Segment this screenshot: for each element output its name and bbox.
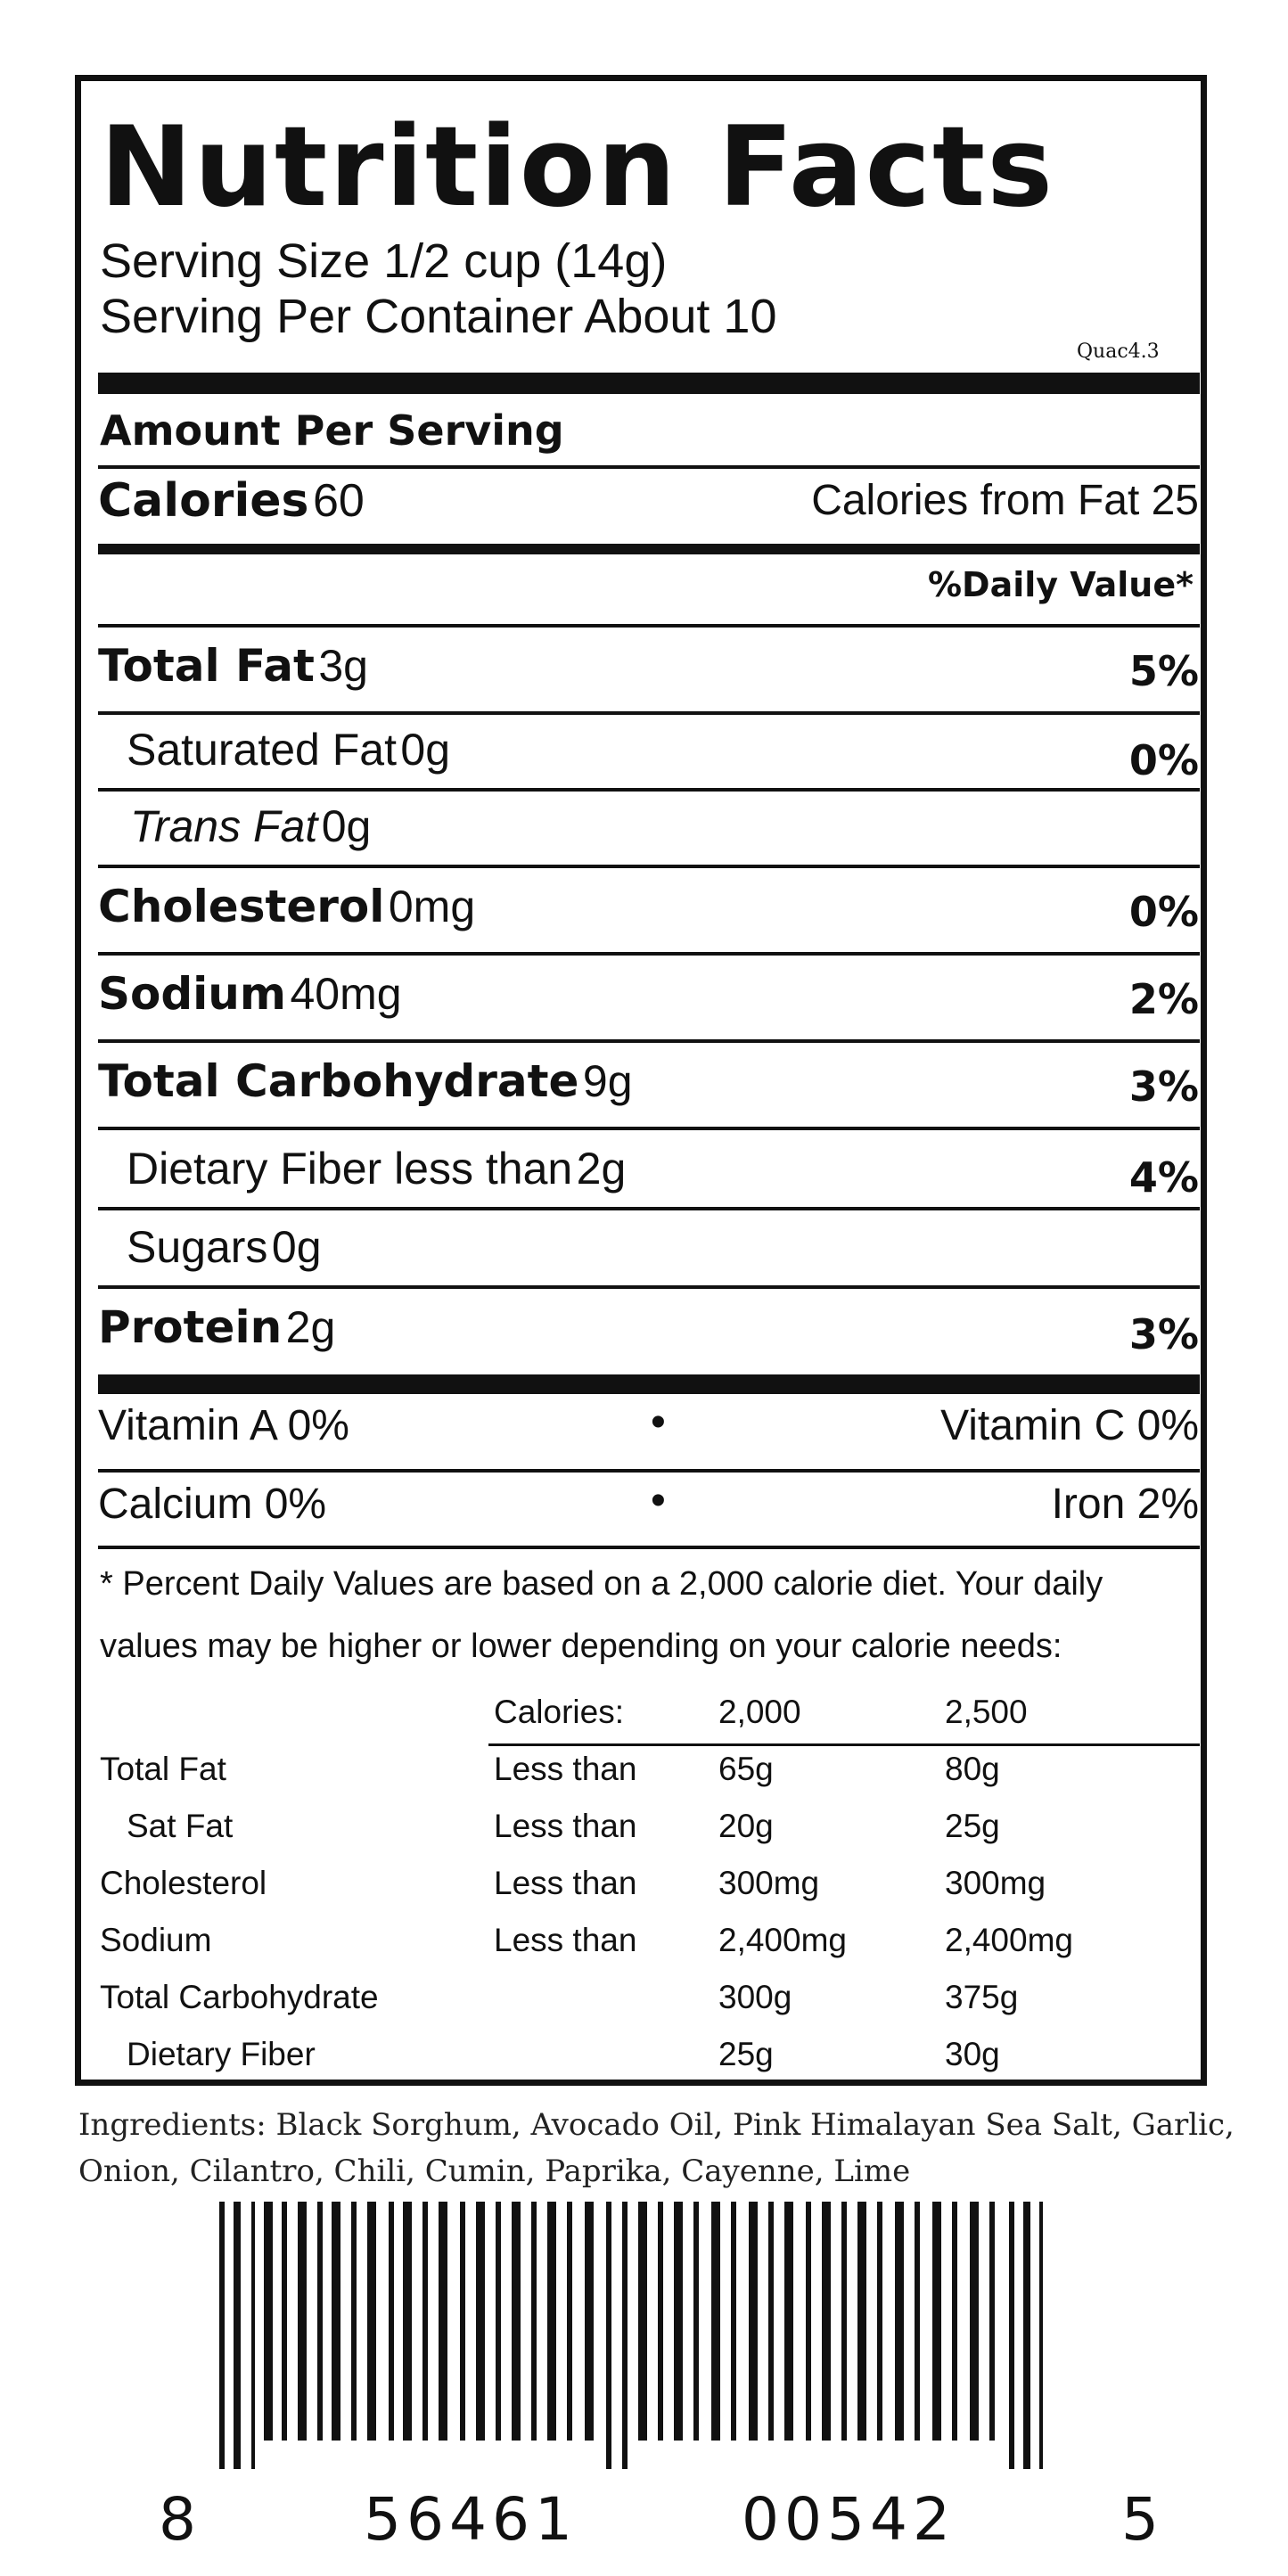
- nutrient-amount: 0mg: [388, 882, 476, 931]
- table-cell: Dietary Fiber: [127, 2036, 316, 2072]
- barcode-bar: [806, 2202, 811, 2441]
- table-cell: 300g: [718, 1979, 792, 2015]
- barcode-bar: [658, 2202, 663, 2441]
- barcode-bar: [711, 2202, 720, 2441]
- barcode: [0, 2202, 1288, 2478]
- nutrient-dv: 0%: [1128, 736, 1199, 784]
- table-cell: Sat Fat: [127, 1808, 234, 1844]
- barcode-bar: [547, 2202, 556, 2441]
- barcode-bar: [768, 2202, 774, 2441]
- calories-from-fat: Calories from Fat 25: [811, 477, 1199, 524]
- divider: [98, 1546, 1200, 1549]
- barcode-bar: [476, 2202, 485, 2441]
- table-cell: Less than: [494, 1751, 637, 1787]
- table-header: 2,500: [945, 1694, 1028, 1730]
- divider: [98, 1127, 1200, 1130]
- nutrient-amount: 9g: [582, 1056, 633, 1106]
- nutrient-dv: 2%: [1128, 975, 1199, 1023]
- barcode-bar: [512, 2202, 521, 2441]
- barcode-bar: [638, 2202, 647, 2441]
- nutrient-row-sugars: [127, 1221, 1190, 1284]
- barcode-bar: [317, 2202, 323, 2441]
- nutrient-amount: 40mg: [290, 969, 402, 1019]
- nutrient-amount: 2g: [285, 1302, 336, 1352]
- barcode-bar: [234, 2202, 241, 2469]
- divider: [98, 1039, 1200, 1043]
- nutrient-label: Dietary Fiber less than: [127, 1144, 573, 1194]
- nutrient-row-sodium: [98, 968, 1199, 1030]
- table-cell: Total Fat: [100, 1751, 226, 1787]
- divider: [98, 624, 1200, 628]
- nutrient-label: Total Carbohydrate: [98, 1055, 579, 1107]
- table-cell: 375g: [945, 1979, 1019, 2015]
- divider: [98, 865, 1200, 868]
- barcode-bar: [895, 2202, 904, 2441]
- barcode-bar: [622, 2202, 628, 2469]
- nutrient-row-total-carbohydrate: [98, 1055, 1199, 1118]
- divider: [98, 1285, 1200, 1289]
- barcode-bar: [531, 2202, 537, 2441]
- barcode-bar: [439, 2202, 447, 2441]
- daily-value-header: %Daily Value*: [927, 565, 1194, 604]
- vitamin-a: Vitamin A 0%: [98, 1402, 349, 1449]
- divider: [98, 1469, 1200, 1473]
- footnote-line-1: * Percent Daily Values are based on a 2,000 calorie diet. Your daily: [100, 1565, 1103, 1603]
- barcode-bar: [351, 2202, 357, 2441]
- table-cell: 25g: [945, 1808, 1000, 1844]
- thick-divider: [98, 1374, 1200, 1394]
- table-cell: Less than: [494, 1922, 637, 1958]
- barcode-bar: [952, 2202, 957, 2441]
- divider: [98, 952, 1200, 956]
- nutrient-amount: 2g: [576, 1144, 627, 1194]
- table-cell: Total Carbohydrate: [100, 1979, 379, 2015]
- table-cell: 2,400mg: [945, 1922, 1073, 1958]
- barcode-bar: [877, 2202, 882, 2441]
- nutrient-row-dietary-fiber: [127, 1143, 1199, 1205]
- barcode-bar: [567, 2202, 572, 2441]
- barcode-bar: [989, 2202, 995, 2441]
- nutrient-label: Protein: [98, 1301, 283, 1353]
- barcode-bar: [251, 2202, 255, 2469]
- barcode-bar: [784, 2202, 793, 2441]
- barcode-bar: [841, 2202, 847, 2441]
- footnote-line-2: values may be higher or lower depending on your calorie needs:: [100, 1628, 1062, 1665]
- calories-value: 60: [312, 475, 365, 527]
- serving-size: Serving Size 1/2 cup (14g): [100, 234, 668, 288]
- table-cell: 30g: [945, 2036, 1000, 2072]
- table-cell: 80g: [945, 1751, 1000, 1787]
- nutrient-label: Trans Fat: [130, 801, 318, 851]
- barcode-bar: [1039, 2202, 1043, 2469]
- table-divider: [488, 1743, 1200, 1746]
- nutrient-dv: 4%: [1128, 1153, 1199, 1202]
- barcode-bar: [674, 2202, 683, 2441]
- nutrient-row-total-fat: [98, 640, 1199, 702]
- page-title: Nutrition Facts: [100, 103, 1055, 232]
- nutrient-amount: 0g: [271, 1222, 322, 1272]
- barcode-digit-last: 5: [1121, 2485, 1159, 2554]
- nutrient-row-protein: [98, 1301, 1199, 1364]
- ingredients-line-1: Ingredients: Black Sorghum, Avocado Oil, Pink Himalayan Sea Salt, Garlic,: [78, 2107, 1235, 2143]
- barcode-bar: [857, 2202, 866, 2441]
- barcode-bar: [332, 2202, 340, 2441]
- nutrient-dv: 3%: [1128, 1310, 1199, 1358]
- barcode-bar: [367, 2202, 376, 2441]
- barcode-digits-right: 00542: [742, 2485, 956, 2554]
- table-cell: Less than: [494, 1808, 637, 1844]
- amount-per-serving: Amount Per Serving: [100, 406, 564, 455]
- vitamin-c: Vitamin C 0%: [940, 1402, 1199, 1449]
- divider: [98, 1207, 1200, 1210]
- vitamin-row: [98, 1399, 1199, 1460]
- nutrient-label: Sodium: [98, 968, 286, 1020]
- divider: [98, 711, 1200, 715]
- mineral-row: [98, 1477, 1199, 1538]
- barcode-bar: [219, 2202, 225, 2469]
- table-cell: Sodium: [100, 1922, 212, 1958]
- barcode-bar: [460, 2202, 465, 2441]
- barcode-bar: [389, 2202, 394, 2441]
- table-header: 2,000: [718, 1694, 801, 1730]
- barcode-bar: [403, 2202, 412, 2441]
- nutrient-row-trans-fat: [130, 800, 1190, 863]
- barcode-bar: [970, 2202, 979, 2441]
- ingredients-line-2: Onion, Cilantro, Chili, Cumin, Paprika, Cayenne, Lime: [78, 2154, 911, 2189]
- barcode-bar: [606, 2202, 611, 2469]
- barcode-bar: [1023, 2202, 1030, 2469]
- barcode-bar: [731, 2202, 736, 2441]
- table-cell: Cholesterol: [100, 1865, 267, 1901]
- barcode-bar: [422, 2202, 428, 2441]
- barcode-bar: [932, 2202, 941, 2441]
- bullet: •: [651, 1477, 666, 1524]
- nutrient-label: Cholesterol: [98, 881, 385, 932]
- calcium: Calcium 0%: [98, 1481, 327, 1528]
- nutrient-dv: 5%: [1128, 647, 1199, 695]
- nutrient-row-saturated-fat: [127, 724, 1199, 786]
- barcode-bar: [264, 2202, 273, 2441]
- table-cell: 65g: [718, 1751, 774, 1787]
- barcode-bar: [298, 2202, 307, 2441]
- iron: Iron 2%: [1051, 1481, 1199, 1528]
- nutrient-label: Total Fat: [98, 640, 315, 692]
- calories-row: [98, 474, 1199, 529]
- nutrient-dv: 3%: [1128, 1062, 1199, 1111]
- barcode-bar: [693, 2202, 699, 2441]
- barcode-bar: [822, 2202, 831, 2441]
- divider: [98, 544, 1200, 554]
- table-cell: 300mg: [718, 1865, 820, 1901]
- bullet: •: [651, 1399, 666, 1446]
- calories-label: Calories: [98, 474, 309, 528]
- table-cell: 25g: [718, 2036, 774, 2072]
- table-cell: 2,400mg: [718, 1922, 847, 1958]
- barcode-bar: [282, 2202, 287, 2441]
- thick-divider: [98, 373, 1200, 394]
- barcode-bar: [1009, 2202, 1014, 2469]
- table-cell: 20g: [718, 1808, 774, 1844]
- divider: [98, 465, 1200, 469]
- barcode-bar: [915, 2202, 920, 2441]
- nutrient-label: Saturated Fat: [127, 725, 397, 775]
- nutrient-label: Sugars: [127, 1222, 268, 1272]
- nutrient-dv: 0%: [1128, 888, 1199, 936]
- table-cell: Less than: [494, 1865, 637, 1901]
- barcode-bar: [749, 2202, 758, 2441]
- product-code: Quac4.3: [1077, 340, 1160, 363]
- nutrient-amount: 0g: [321, 801, 372, 851]
- barcode-digits-left: 56461: [364, 2485, 578, 2554]
- daily-value-table: [0, 1694, 1288, 2072]
- nutrient-row-cholesterol: [98, 881, 1199, 943]
- nutrient-amount: 0g: [400, 725, 451, 775]
- table-cell: 300mg: [945, 1865, 1046, 1901]
- divider: [98, 788, 1200, 792]
- table-header: Calories:: [494, 1694, 624, 1730]
- barcode-bar: [496, 2202, 501, 2441]
- barcode-bar: [585, 2202, 594, 2441]
- servings-per-container: Serving Per Container About 10: [100, 290, 777, 343]
- barcode-digit-first: 8: [159, 2485, 196, 2554]
- nutrient-amount: 3g: [318, 641, 368, 691]
